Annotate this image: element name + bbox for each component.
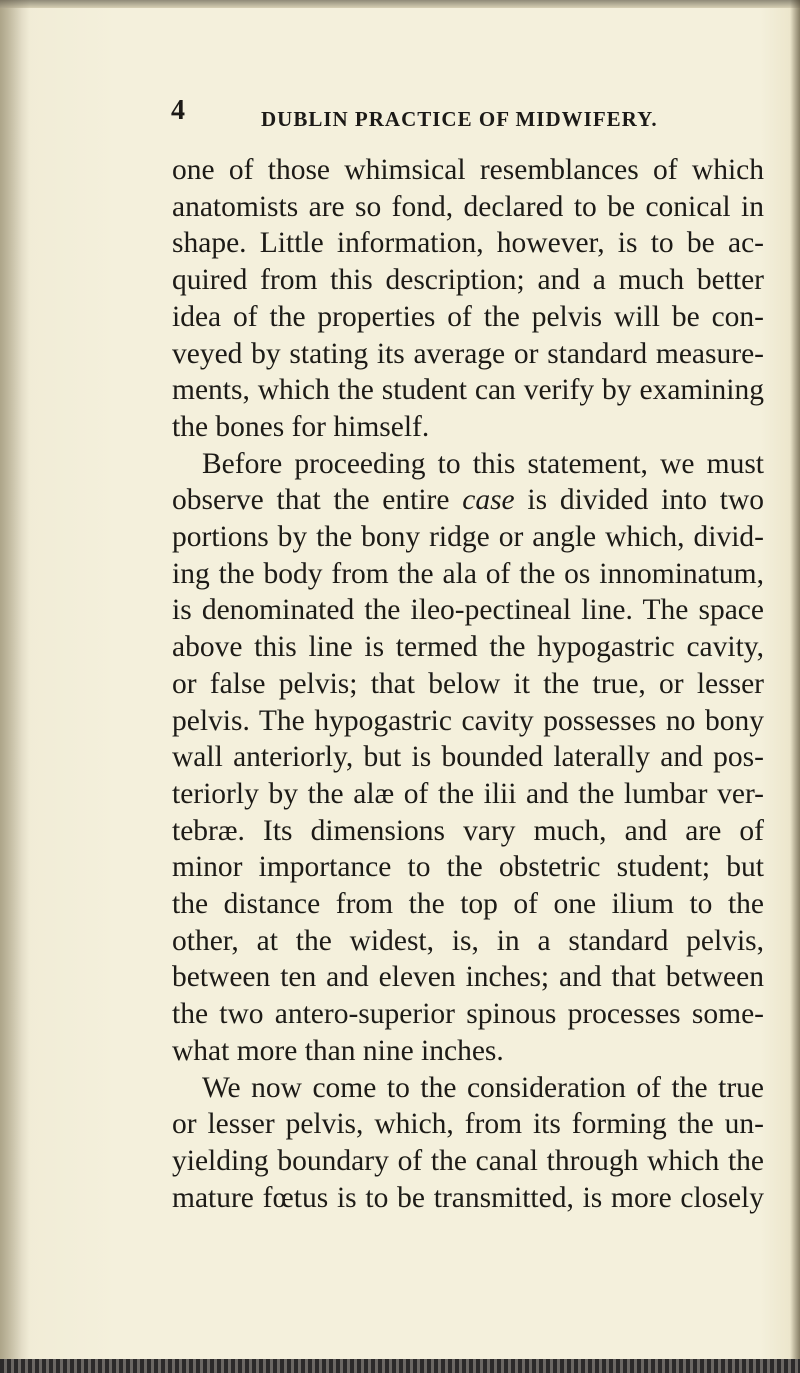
text-line: We now come to the consideration of the true: [202, 1071, 764, 1104]
text-line: one of those whimsical resemblances of which: [172, 154, 764, 186]
italic-word: case: [462, 484, 515, 517]
text-line: wall anteriorly, but is bounded laterally and pos-: [172, 741, 764, 774]
text-line: or false pelvis; that below it the true, or lesser: [172, 667, 764, 700]
text-line: ments, which the student can verify by examining: [172, 374, 764, 407]
text-line-with-italic: [172, 482, 764, 519]
text-line: anatomists are so fond, declared to be conical in: [172, 190, 764, 223]
text-line: above this line is termed the hypogastric cavity,: [172, 631, 764, 664]
text-line: the two antero-superior spinous processes some-: [172, 998, 764, 1031]
text-line: or lesser pelvis, which, from its forming the un-: [172, 1108, 764, 1141]
text-line: what more than nine inches.: [172, 1034, 504, 1067]
text-line: minor importance to the obstetric student; but: [172, 851, 764, 884]
text-line: other, at the widest, is, in a standard pelvis,: [172, 924, 764, 957]
text-line: between ten and eleven inches; and that between: [172, 961, 764, 994]
text-line: Before proceeding to this statement, we must: [202, 447, 764, 480]
text-segment: observe that the entire: [172, 484, 450, 517]
text-line: yielding boundary of the canal through which the: [172, 1144, 764, 1177]
text-line: is denominated the ileo-pectineal line. The space: [172, 594, 764, 627]
text-line: teriorly by the alæ of the ilii and the lumbar ver-: [172, 777, 764, 810]
page-header: [171, 95, 731, 139]
text-line: tebræ. Its dimensions vary much, and are of: [172, 814, 764, 847]
running-title: DUBLIN PRACTICE OF MIDWIFERY.: [261, 107, 658, 131]
page-number: 4: [171, 95, 185, 126]
page-bottom-edge: [0, 1359, 800, 1373]
text-line: the bones for himself.: [172, 410, 430, 443]
text-line: idea of the properties of the pelvis will be con-: [172, 300, 764, 333]
text-line: pelvis. The hypogastric cavity possesses no bony: [172, 704, 764, 737]
page-right-edge: [790, 0, 800, 1373]
text-line: portions by the bony ridge or angle which, divid-: [172, 521, 764, 554]
text-line: shape. Little information, however, is to be ac-: [172, 227, 764, 260]
text-line: ing the body from the ala of the os innominatum,: [172, 557, 764, 590]
page-top-edge: [0, 0, 800, 8]
text-line: quired from this description; and a much better: [172, 264, 764, 297]
body-text: [172, 152, 764, 1216]
text-segment: is divided into two: [527, 484, 765, 517]
text-line: mature fœtus is to be transmitted, is more closely: [172, 1181, 764, 1214]
text-line: veyed by stating its average or standard measure-: [172, 337, 764, 370]
binding-gutter-shadow: [0, 0, 30, 1373]
text-line: the distance from the top of one ilium to the: [172, 888, 764, 921]
